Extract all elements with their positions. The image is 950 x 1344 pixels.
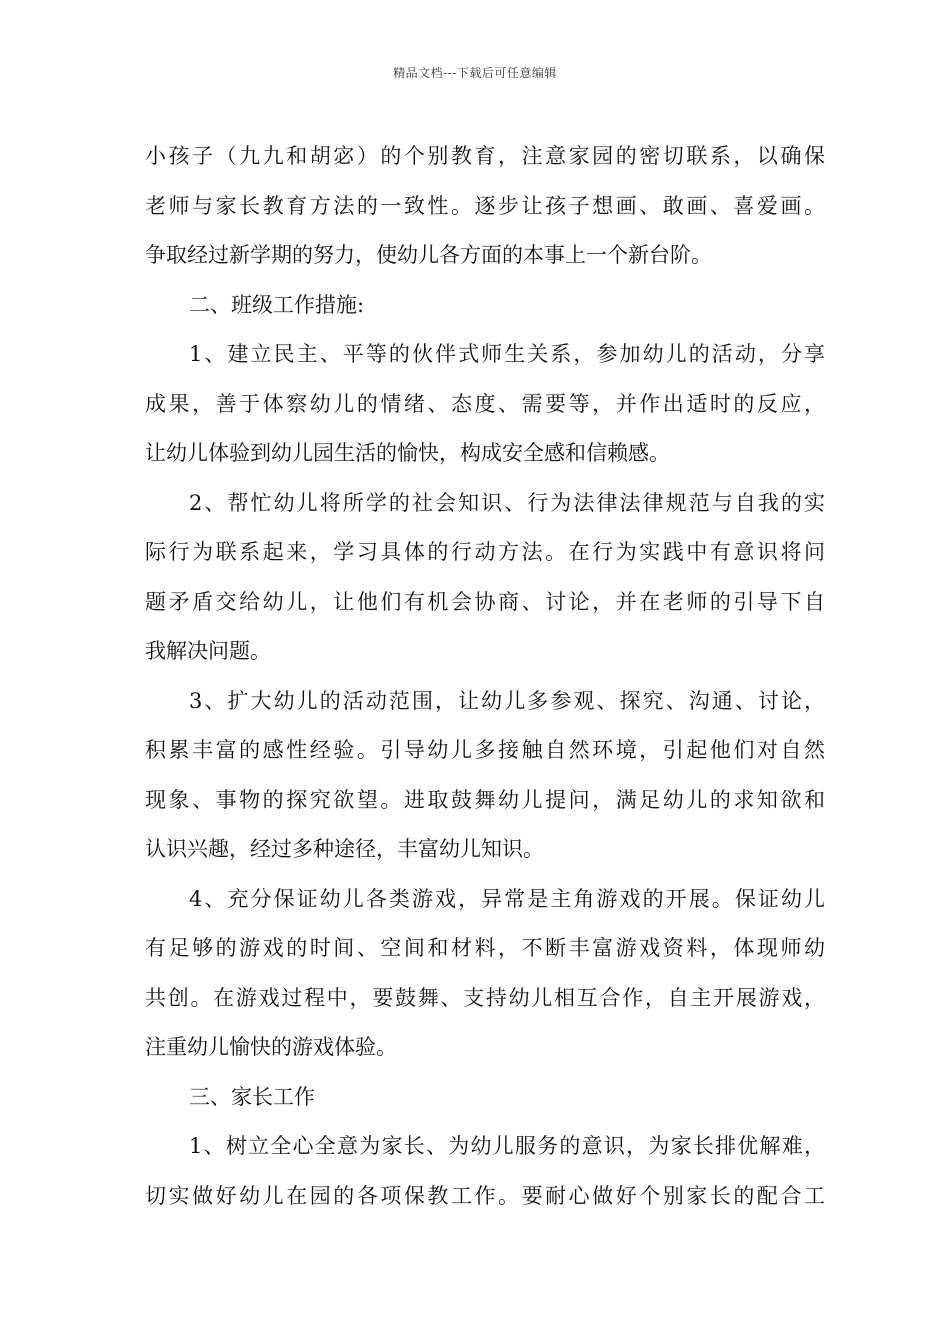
text-line: 二、班级工作措施:: [189, 292, 365, 317]
text-line: 小孩子（九九和胡宓）的个别教育，注意家园的密切联系，以确保: [145, 144, 825, 168]
text-line: 题矛盾交给幼儿，让他们有机会协商、讨论，并在老师的引导下自: [145, 589, 825, 614]
text-line: 注重幼儿愉快的游戏体验。: [145, 1035, 397, 1059]
text-line: 3、扩大幼儿的活动范围，让幼儿多参观、探究、沟通、讨论，: [189, 688, 825, 713]
text-line: 认识兴趣，经过多种途径，丰富幼儿知识。: [145, 837, 544, 861]
text-line: 现象、事物的探究欲望。进取鼓舞幼儿提问，满足幼儿的求知欲和: [145, 787, 825, 812]
text-line: 我解决问题。: [145, 639, 271, 663]
text-line: 1、建立民主、平等的伙伴式师生关系，参加幼儿的活动，分享: [189, 342, 825, 366]
document-body: [145, 132, 825, 1221]
text-line: 成果，善于体察幼儿的情绪、态度、需要等，并作出适时的反应，: [145, 391, 825, 416]
text-line: 老师与家长教育方法的一致性。逐步让孩子想画、敢画、喜爱画。: [145, 193, 825, 218]
text-line: 际行为联系起来，学习具体的行动方法。在行为实践中有意识将问: [145, 540, 825, 564]
text-line: 共创。在游戏过程中，要鼓舞、支持幼儿相互合作，自主开展游戏，: [145, 985, 825, 1010]
text-line: 4、充分保证幼儿各类游戏，异常是主角游戏的开展。保证幼儿: [189, 886, 825, 911]
text-line: 积累丰富的感性经验。引导幼儿多接触自然环境，引起他们对自然: [145, 738, 825, 762]
text-line: 2、帮忙幼儿将所学的社会知识、行为法律法律规范与自我的实: [189, 490, 825, 515]
text-line: 争取经过新学期的努力，使幼儿各方面的本事上一个新台阶。: [145, 243, 712, 267]
text-line: 切实做好幼儿在园的各项保教工作。要耐心做好个别家长的配合工: [145, 1183, 825, 1208]
page-header: 精品文档---下载后可任意编辑: [393, 66, 557, 80]
text-line: 1、树立全心全意为家长、为幼儿服务的意识，为家长排优解难，: [189, 1134, 825, 1158]
text-line: 让幼儿体验到幼儿园生活的愉快，构成安全感和信赖感。: [145, 441, 670, 465]
text-line: 三、家长工作: [189, 1084, 315, 1109]
text-line: 有足够的游戏的时间、空间和材料，不断丰富游戏资料，体现师幼: [145, 936, 825, 960]
